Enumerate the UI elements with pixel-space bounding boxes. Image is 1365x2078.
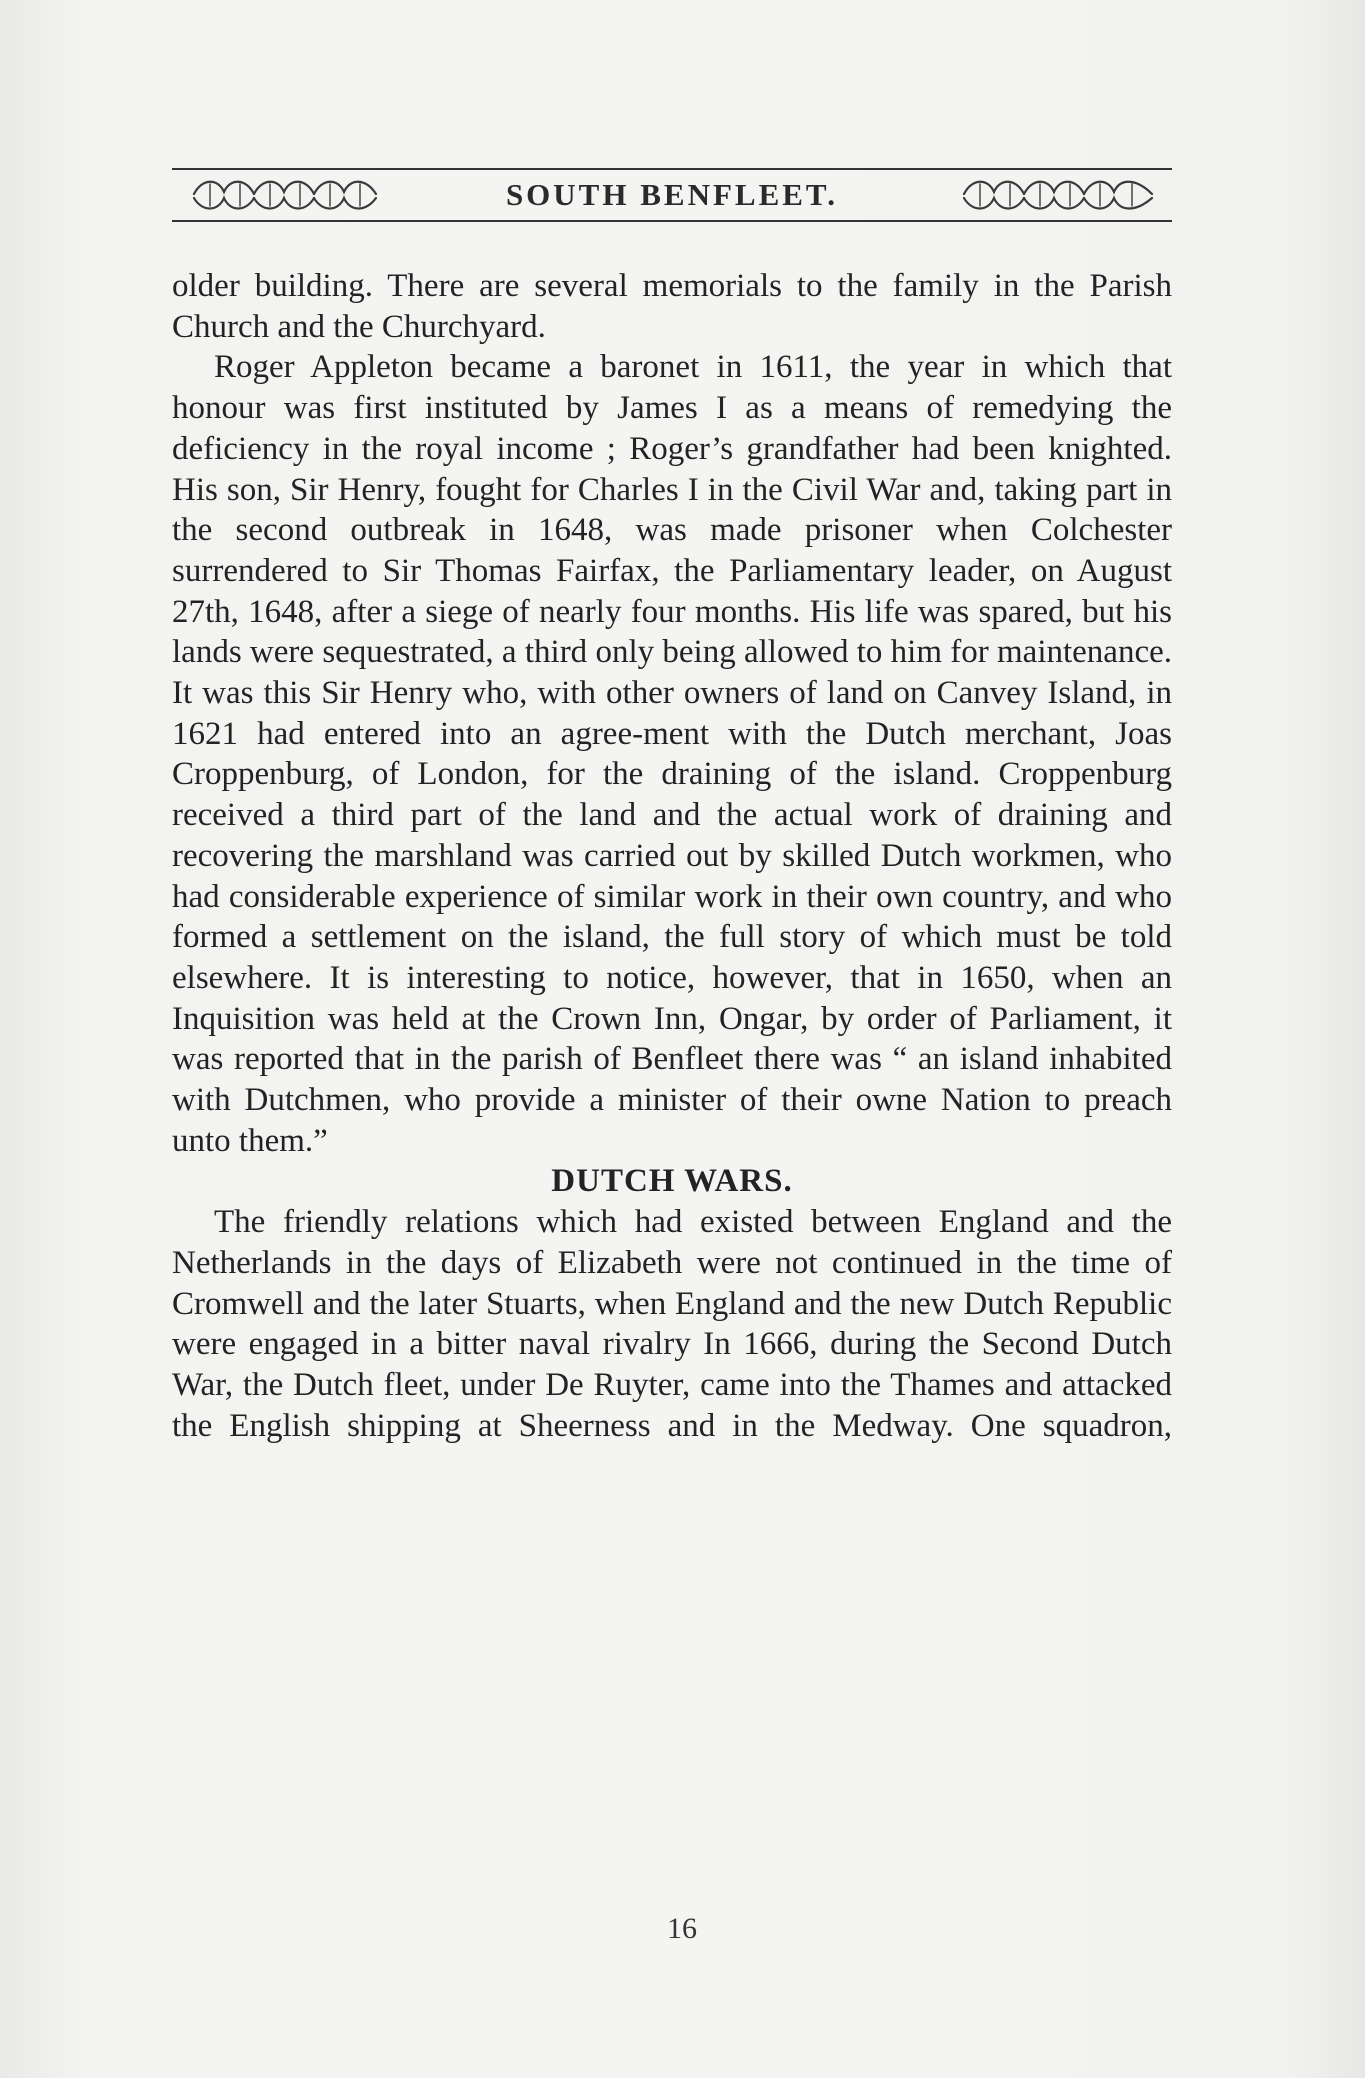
header-ornament-right-icon — [960, 174, 1156, 216]
header-ornament-left-icon — [190, 174, 380, 216]
header-rule-bottom — [172, 220, 1172, 222]
page-number: 16 — [667, 1912, 697, 1945]
paragraph-appleton: Roger Appleton became a baronet in 1611, the year in which that honour was first instituted by James I as a means of remedying the deficiency in the royal income ; Roger’s grandfather had been knighted. His son, Sir Henry, fought for Charles I in the Civil War and, taking part in the second outbreak in 1648, was made prisoner when Colchester surrendered to Sir Thomas Fairfax, the Parliamentary leader, on August 27th, 1648, after a siege of nearly four months. His life was spared, but his lands were sequestrated, a third only being allowed to him for maintenance. It was this Sir Henry who, with other owners of land on Canvey Island, in 1621 had entered into an agree-ment with the Dutch merchant, Joas Croppenburg, of London, for the draining of the island. Croppenburg received a third part of the land and the actual work of draining and recovering the marshland was carried out by skilled Dutch workmen, who had considerable experience of similar work in their own country, and who formed a settlement on the island, the full story of which must be told elsewhere. It is interesting to notice, however, that in 1650, when an Inquisition was held at the Crown Inn, Ongar, by order of Parliament, it was reported that in the parish of Benfleet there was “ an island inhabited with Dutchmen, who provide a minister of their owne Nation to preach unto them.” — [172, 349, 1172, 1159]
paragraph-dutch-wars: The friendly relations which had existed between England and the Netherlands in the days of Elizabeth were not continued in the time of Cromwell and the later Stuarts, when England and the new Dutch Republic were engaged in a bitter naval rivalry In 1666, during the Second Dutch War, the Dutch fleet, under De Ruyter, came into the Thames and attacked the English shipping at Sheerness and in the Medway. One squadron, — [172, 1204, 1172, 1444]
header-title: SOUTH BENFLEET. — [505, 177, 839, 212]
header-rule-top — [172, 168, 1172, 170]
paragraph-continuation: older building. There are several memorials to the family in the Parish Church and the Churchyard. — [172, 268, 1172, 345]
running-header — [172, 160, 1172, 226]
section-heading: DUTCH WARS. — [551, 1163, 793, 1200]
body-text — [172, 266, 1172, 1446]
